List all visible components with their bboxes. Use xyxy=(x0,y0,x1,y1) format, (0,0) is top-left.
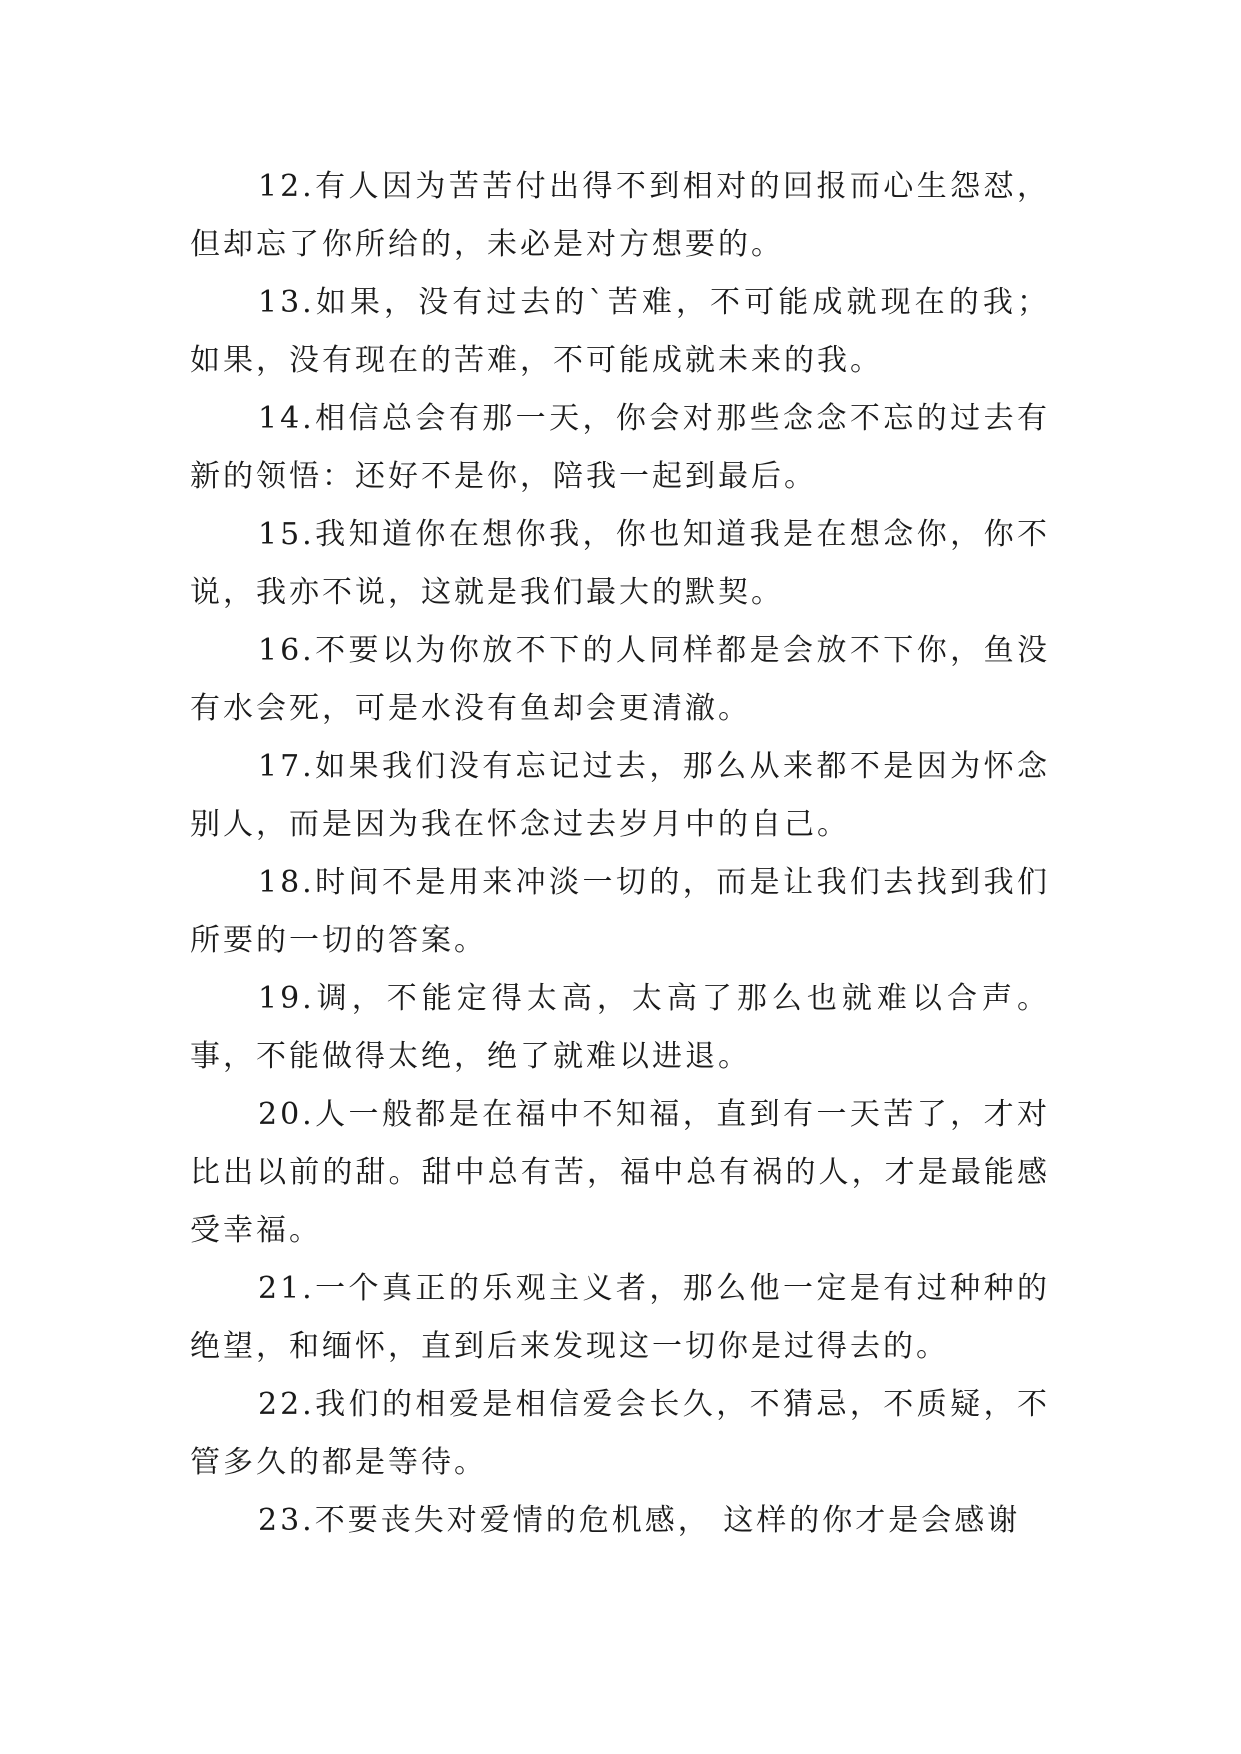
paragraph-18: 18.时间不是用来冲淡一切的，而是让我们去找到我们所要的一切的答案。 xyxy=(190,865,1050,958)
document-body xyxy=(190,158,1050,1550)
paragraph-15: 15.我知道你在想你我，你也知道我是在想念你，你不说，我亦不说，这就是我们最大的默契。 xyxy=(190,517,1050,610)
paragraph-13: 13.如果，没有过去的`苦难，不可能成就现在的我；如果，没有现在的苦难，不可能成就未来的我。 xyxy=(190,285,1050,378)
paragraph-20: 20.人一般都是在福中不知福，直到有一天苦了，才对比出以前的甜。甜中总有苦，福中总有祸的人，才是最能感受幸福。 xyxy=(190,1097,1050,1248)
paragraph-23: 23.不要丧失对爱情的危机感， 这样的你才是会感谢 xyxy=(258,1503,1021,1538)
paragraph-14: 14.相信总会有那一天，你会对那些念念不忘的过去有新的领悟：还好不是你，陪我一起到最后。 xyxy=(190,401,1050,494)
paragraph-22: 22.我们的相爱是相信爱会长久，不猜忌，不质疑，不管多久的都是等待。 xyxy=(190,1387,1050,1480)
paragraph-21: 21.一个真正的乐观主义者，那么他一定是有过种种的绝望，和缅怀，直到后来发现这一切你是过得去的。 xyxy=(190,1271,1050,1364)
paragraph-17: 17.如果我们没有忘记过去，那么从来都不是因为怀念别人，而是因为我在怀念过去岁月中的自己。 xyxy=(190,749,1050,842)
paragraph-12: 12.有人因为苦苦付出得不到相对的回报而心生怨怼，但却忘了你所给的，未必是对方想要的。 xyxy=(190,169,1050,262)
paragraph-19: 19.调，不能定得太高，太高了那么也就难以合声。事，不能做得太绝，绝了就难以进退。 xyxy=(190,981,1050,1074)
paragraph-16: 16.不要以为你放不下的人同样都是会放不下你，鱼没有水会死，可是水没有鱼却会更清澈。 xyxy=(190,633,1050,726)
